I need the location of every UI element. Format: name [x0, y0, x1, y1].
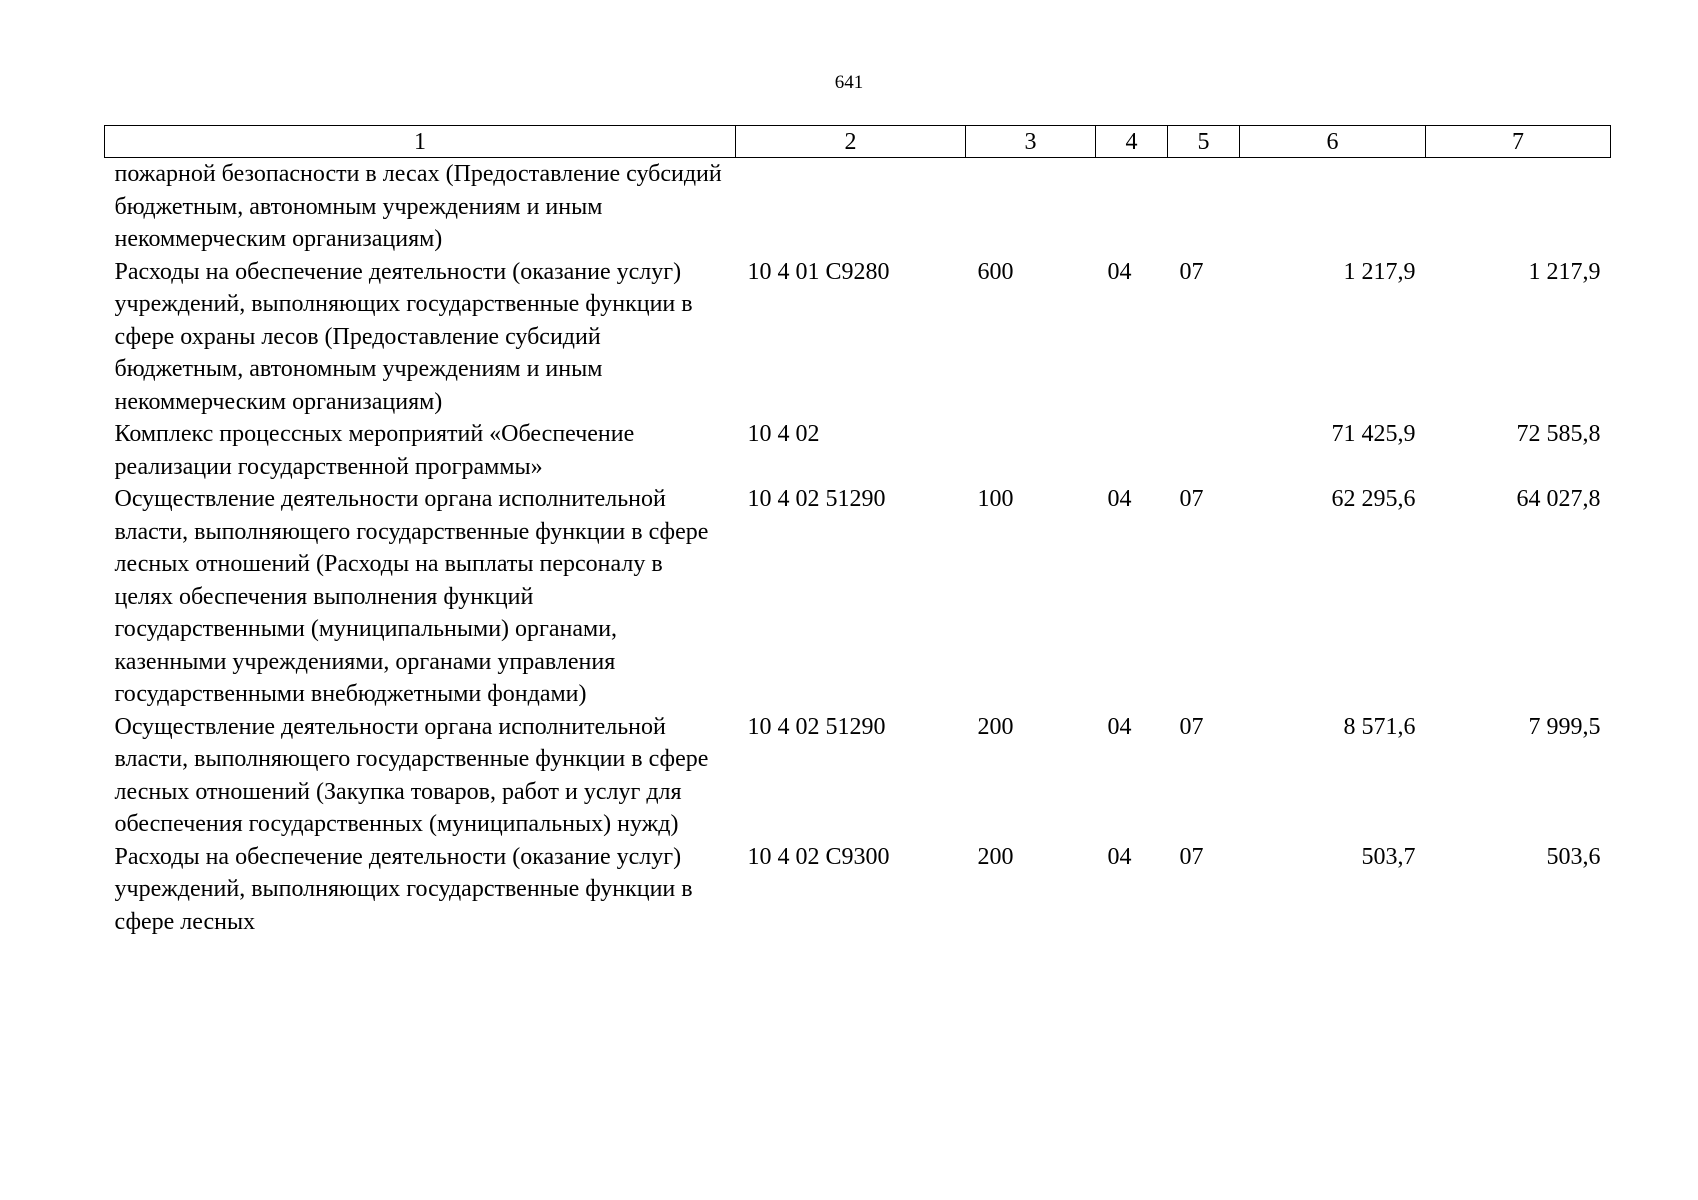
row-section [1096, 418, 1168, 483]
row-expense-type [966, 158, 1096, 256]
row-expense-type [966, 418, 1096, 483]
table-row [105, 711, 1611, 841]
row-amount-1: 8 571,6 [1343, 713, 1416, 740]
row-code [736, 158, 966, 256]
row-expense-type: 600 [977, 258, 1014, 285]
row-amount-2: 72 585,8 [1516, 421, 1601, 447]
row-amount-1: 503,7 [1361, 843, 1416, 870]
table-header [105, 126, 1611, 158]
row-subsection: 07 [1179, 486, 1204, 512]
row-expense-type: 100 [977, 486, 1014, 512]
row-name: Осуществление деятельности органа исполнительной власти, выполняющего государственные функции в сфере лесных отношений (Расходы на выплаты персоналу в целях обеспечения выполнения функций государственными (муниципальными) органами, казенными учреждениями, органами управления государственными внебюджетными фондами) [114, 486, 709, 707]
row-expense-type: 200 [977, 713, 1014, 740]
column-header-5: 5 [1168, 126, 1240, 158]
row-section: 04 [1107, 843, 1132, 870]
row-amount-2: 7 999,5 [1528, 713, 1601, 740]
row-amount-1: 62 295,6 [1331, 486, 1416, 512]
row-amount-2: 503,6 [1546, 843, 1601, 870]
table-row [105, 841, 1611, 939]
table-row [105, 418, 1611, 483]
row-amount-2 [1426, 158, 1611, 256]
column-header-1: 1 [105, 126, 736, 158]
row-name: Осуществление деятельности органа исполнительной власти, выполняющего государственные функции в сфере лесных отношений (Закупка товаров, работ и услуг для обеспечения государственных (муниципальных) нужд) [114, 713, 709, 837]
row-amount-1: 71 425,9 [1331, 421, 1416, 447]
table-row [105, 256, 1611, 419]
column-header-7: 7 [1426, 126, 1611, 158]
row-expense-type: 200 [977, 843, 1014, 870]
row-amount-2: 64 027,8 [1516, 486, 1601, 512]
row-subsection: 07 [1179, 258, 1204, 285]
column-header-3: 3 [966, 126, 1096, 158]
row-subsection: 07 [1179, 843, 1204, 870]
page-number: 641 [834, 72, 864, 93]
row-code: 10 4 01 С9280 [747, 258, 890, 285]
row-amount-2: 1 217,9 [1528, 258, 1601, 285]
table-body [105, 158, 1611, 939]
budget-table [104, 125, 1611, 938]
row-amount-1 [1240, 158, 1426, 256]
column-header-2: 2 [736, 126, 966, 158]
column-header-4: 4 [1096, 126, 1168, 158]
row-code: 10 4 02 [747, 421, 820, 447]
row-code: 10 4 02 С9300 [747, 843, 890, 870]
row-section: 04 [1107, 258, 1132, 285]
header-row [105, 126, 1611, 158]
row-code: 10 4 02 51290 [747, 713, 886, 740]
row-subsection [1168, 158, 1240, 256]
row-subsection [1168, 418, 1240, 483]
row-name: пожарной безопасности в лесах (Предоставление субсидий бюджетным, автономным учреждениям и иным некоммерческим организациям) [114, 161, 722, 252]
row-subsection: 07 [1179, 713, 1204, 740]
row-name: Комплекс процессных мероприятий «Обеспечение реализации государственной программы» [114, 421, 635, 480]
table-row [105, 158, 1611, 256]
table-row [105, 483, 1611, 711]
row-amount-1: 1 217,9 [1343, 258, 1416, 285]
row-name: Расходы на обеспечение деятельности (оказание услуг) учреждений, выполняющих государственные функции в сфере лесных [114, 843, 693, 935]
row-code: 10 4 02 51290 [747, 486, 886, 512]
row-name: Расходы на обеспечение деятельности (оказание услуг) учреждений, выполняющих государственные функции в сфере охраны лесов (Предоставление субсидий бюджетным, автономным учреждениям и иным некоммерческим организациям) [114, 258, 693, 415]
row-section: 04 [1107, 486, 1132, 512]
row-section: 04 [1107, 713, 1132, 740]
row-section [1096, 158, 1168, 256]
column-header-6: 6 [1240, 126, 1426, 158]
